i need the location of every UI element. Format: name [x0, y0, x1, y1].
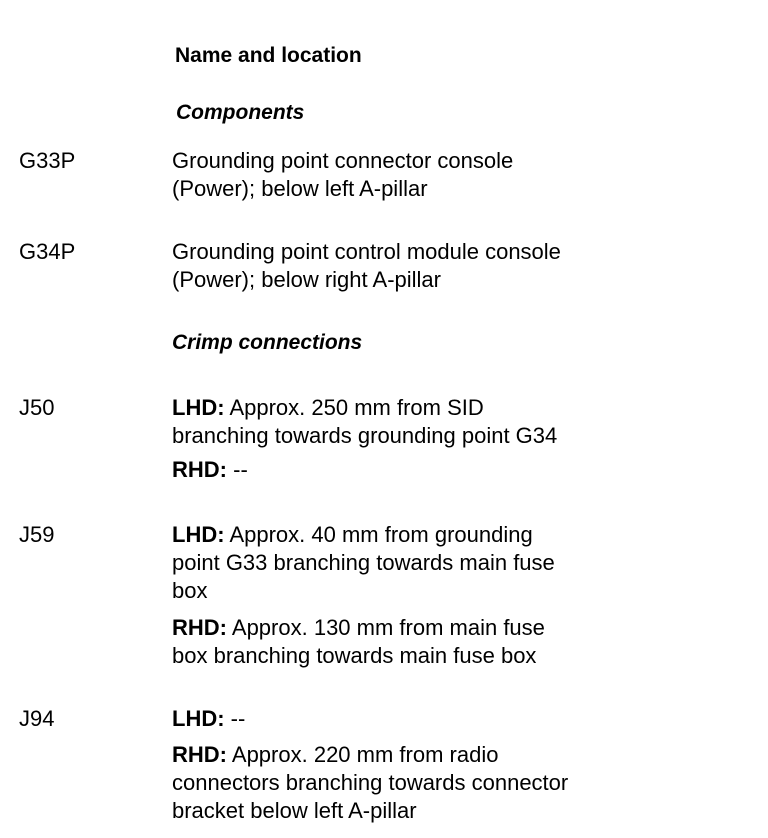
section-components: Components	[176, 101, 305, 124]
item-code-j50: J50	[19, 395, 55, 420]
page-header: Name and location	[175, 44, 362, 67]
desc-line: bracket below left A-pillar	[172, 798, 417, 823]
item-desc-j59-lhd	[172, 521, 555, 605]
item-desc-j50-lhd	[172, 394, 557, 450]
lhd-label: LHD:	[172, 395, 225, 420]
item-code-g33p: G33P	[19, 148, 76, 173]
item-desc-j59-rhd	[172, 614, 545, 670]
rhd-label: RHD:	[172, 742, 227, 767]
item-code-g34p: G34P	[19, 239, 76, 264]
desc-line: RHD: Approx. 220 mm from radio	[172, 742, 499, 767]
item-code-j59: J59	[19, 522, 55, 547]
item-desc-j94-rhd	[172, 741, 568, 825]
item-code-j94: J94	[19, 706, 55, 731]
desc-line: LHD: Approx. 40 mm from grounding	[172, 522, 533, 547]
desc-line: (Power); below left A-pillar	[172, 176, 428, 201]
item-desc-g34p	[172, 238, 561, 294]
desc-line: RHD: Approx. 130 mm from main fuse	[172, 615, 545, 640]
rhd-label: RHD:	[172, 457, 227, 482]
item-desc-j94-lhd	[172, 705, 245, 733]
desc-line: (Power); below right A-pillar	[172, 267, 441, 292]
desc-line: Grounding point connector console	[172, 148, 514, 173]
desc-line: connectors branching towards connector	[172, 770, 569, 795]
desc-line: LHD: --	[172, 706, 246, 731]
section-crimp-connections: Crimp connections	[172, 331, 363, 354]
desc-line: box branching towards main fuse box	[172, 643, 537, 668]
rhd-label: RHD:	[172, 615, 227, 640]
lhd-label: LHD:	[172, 522, 225, 547]
item-desc-g33p	[172, 147, 513, 203]
desc-line: branching towards grounding point G34	[172, 423, 558, 448]
desc-line: LHD: Approx. 250 mm from SID	[172, 395, 484, 420]
desc-line: point G33 branching towards main fuse	[172, 550, 555, 575]
item-desc-j50-rhd	[172, 456, 248, 484]
desc-line: box	[172, 578, 208, 603]
desc-line: RHD: --	[172, 457, 248, 482]
lhd-label: LHD:	[172, 706, 225, 731]
desc-line: Grounding point control module console	[172, 239, 561, 264]
